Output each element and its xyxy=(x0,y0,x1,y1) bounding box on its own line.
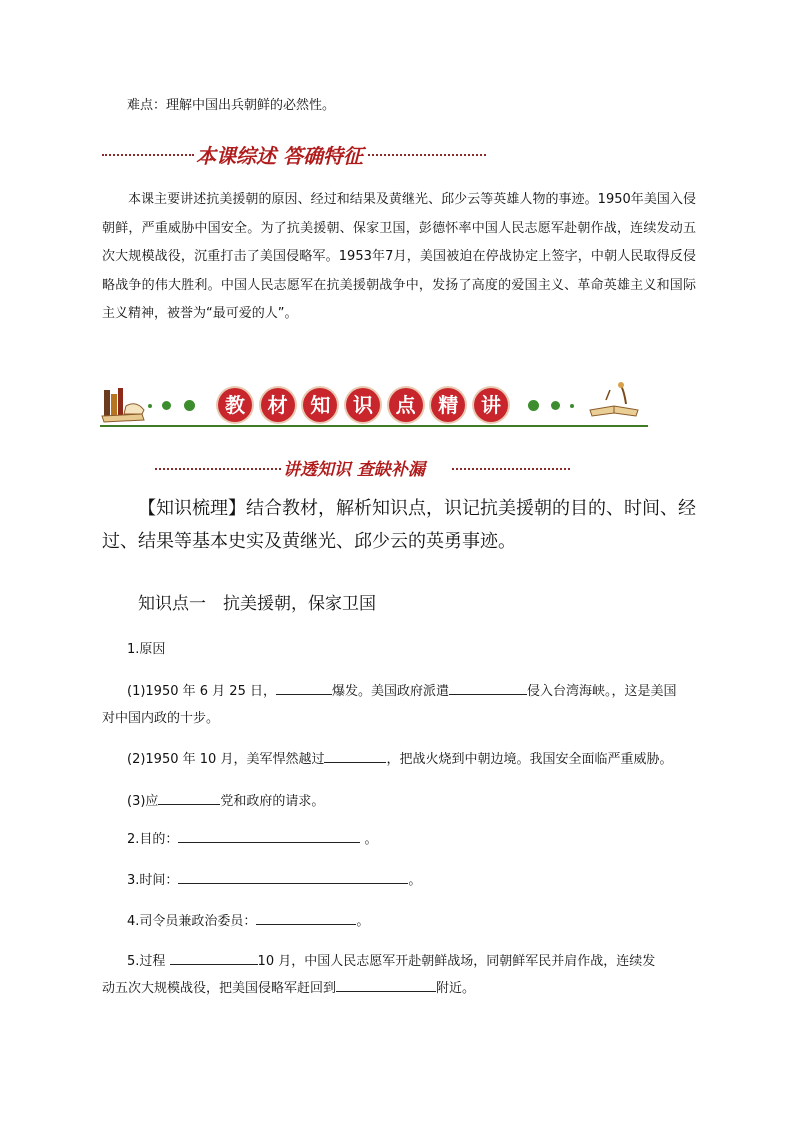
dotted-rule-right xyxy=(368,154,486,156)
item-text: 。 xyxy=(356,914,370,929)
dotted-rule-left xyxy=(102,154,194,156)
item-text: 爆发。美国政府派遣 xyxy=(331,684,449,699)
banner-char: 知 xyxy=(303,388,337,422)
item-cause-1-line2: 对中国内政的十步。 xyxy=(102,711,220,726)
books-icon xyxy=(100,384,146,424)
item-text: (3)应 xyxy=(127,794,159,809)
fill-blank[interactable] xyxy=(178,869,408,884)
banner-char: 讲 xyxy=(474,388,508,422)
item-text: 10 月，中国人民志愿军开赴朝鲜战场，同朝鲜军民并肩作战，连续发 xyxy=(257,954,656,969)
item-text: (2)1950 年 10 月，美军悍然越过 xyxy=(127,752,325,767)
summary-paragraph: 本课主要讲述抗美援朝的原因、经过和结果及黄继光、邱少云等英雄人物的事迹。1950年美国入侵朝鲜，严重威胁中国安全。为了抗美援朝、保家卫国，彭德怀率中国人民志愿军赴朝作战，连续发动五次大规模战役，沉重打击了美国侵略军。1953年7月，美国被迫在停战协定上签字，中朝人民取得反侵略战争的伟大胜利。中国人民志愿军在抗美援朝战争中，发扬了高度的爱国主义、革命英雄主义和国际主义精神，被誉为“最可爱的人”。 xyxy=(102,192,696,321)
fill-blank[interactable] xyxy=(178,828,360,843)
item-cause-heading: 1.原因 xyxy=(127,642,166,657)
item-purpose xyxy=(127,828,378,847)
item-process xyxy=(127,950,655,969)
fill-blank[interactable] xyxy=(449,680,527,695)
section-title-summary: 本课综述 答确特征 xyxy=(196,144,363,168)
section-header-knowledge xyxy=(0,455,794,481)
item-commander xyxy=(127,910,369,929)
item-cause-3 xyxy=(127,790,324,809)
item-text: 2.目的： xyxy=(127,832,179,847)
knowledge-banner xyxy=(100,380,648,428)
item-text: 。 xyxy=(408,873,422,888)
fill-blank[interactable] xyxy=(324,748,386,763)
green-dot xyxy=(528,400,539,411)
green-dot xyxy=(148,404,152,408)
knowledge-point-title: 知识点一 抗美援朝，保家卫国 xyxy=(138,594,376,614)
fill-blank[interactable] xyxy=(170,950,258,965)
fill-blank[interactable] xyxy=(276,680,332,695)
fill-blank[interactable] xyxy=(256,910,356,925)
difficulty-line: 难点：理解中国出兵朝鲜的必然性。 xyxy=(127,98,336,113)
banner-char: 识 xyxy=(346,388,380,422)
item-text: 动五次大规模战役，把美国侵略军赶回到 xyxy=(102,981,337,996)
item-text: 4.司令员兼政治委员： xyxy=(127,914,257,929)
item-time xyxy=(127,869,421,888)
green-dot xyxy=(184,400,195,411)
dotted-rule-right xyxy=(452,468,570,470)
item-cause-2 xyxy=(127,748,672,767)
item-text: 3.时间： xyxy=(127,873,179,888)
banner-char: 材 xyxy=(261,388,295,422)
open-book-icon xyxy=(586,380,642,424)
item-process-line2 xyxy=(102,977,475,996)
section-header-summary xyxy=(0,138,794,168)
item-text: 附近。 xyxy=(436,981,476,996)
item-text: 。 xyxy=(360,832,378,847)
item-text: 5.过程 xyxy=(127,954,170,969)
green-dot xyxy=(570,404,574,408)
banner-title xyxy=(218,388,508,424)
item-text: 侵入台湾海峡。，这是美国 xyxy=(527,684,677,699)
banner-underline xyxy=(100,425,648,427)
knowledge-intro: 【知识梳理】结合教材，解析知识点，识记抗美援朝的目的、时间、经过、结果等基本史实及黄继光、邱少云的英勇事迹。 xyxy=(102,498,696,552)
item-text: ，把战火烧到中朝边境。我国安全面临严重威胁。 xyxy=(386,752,673,767)
banner-char: 教 xyxy=(218,388,252,422)
dotted-rule-left xyxy=(155,468,281,470)
fill-blank[interactable] xyxy=(158,790,220,805)
fill-blank[interactable] xyxy=(336,977,436,992)
banner-char: 精 xyxy=(431,388,465,422)
item-cause-1 xyxy=(127,680,677,699)
item-text: (1)1950 年 6 月 25 日， xyxy=(127,684,276,699)
banner-char: 点 xyxy=(389,388,423,422)
item-text: 党和政府的请求。 xyxy=(220,794,325,809)
section-title-knowledge: 讲透知识 查缺补漏 xyxy=(283,460,425,480)
green-dot xyxy=(162,401,171,410)
green-dot xyxy=(551,401,560,410)
